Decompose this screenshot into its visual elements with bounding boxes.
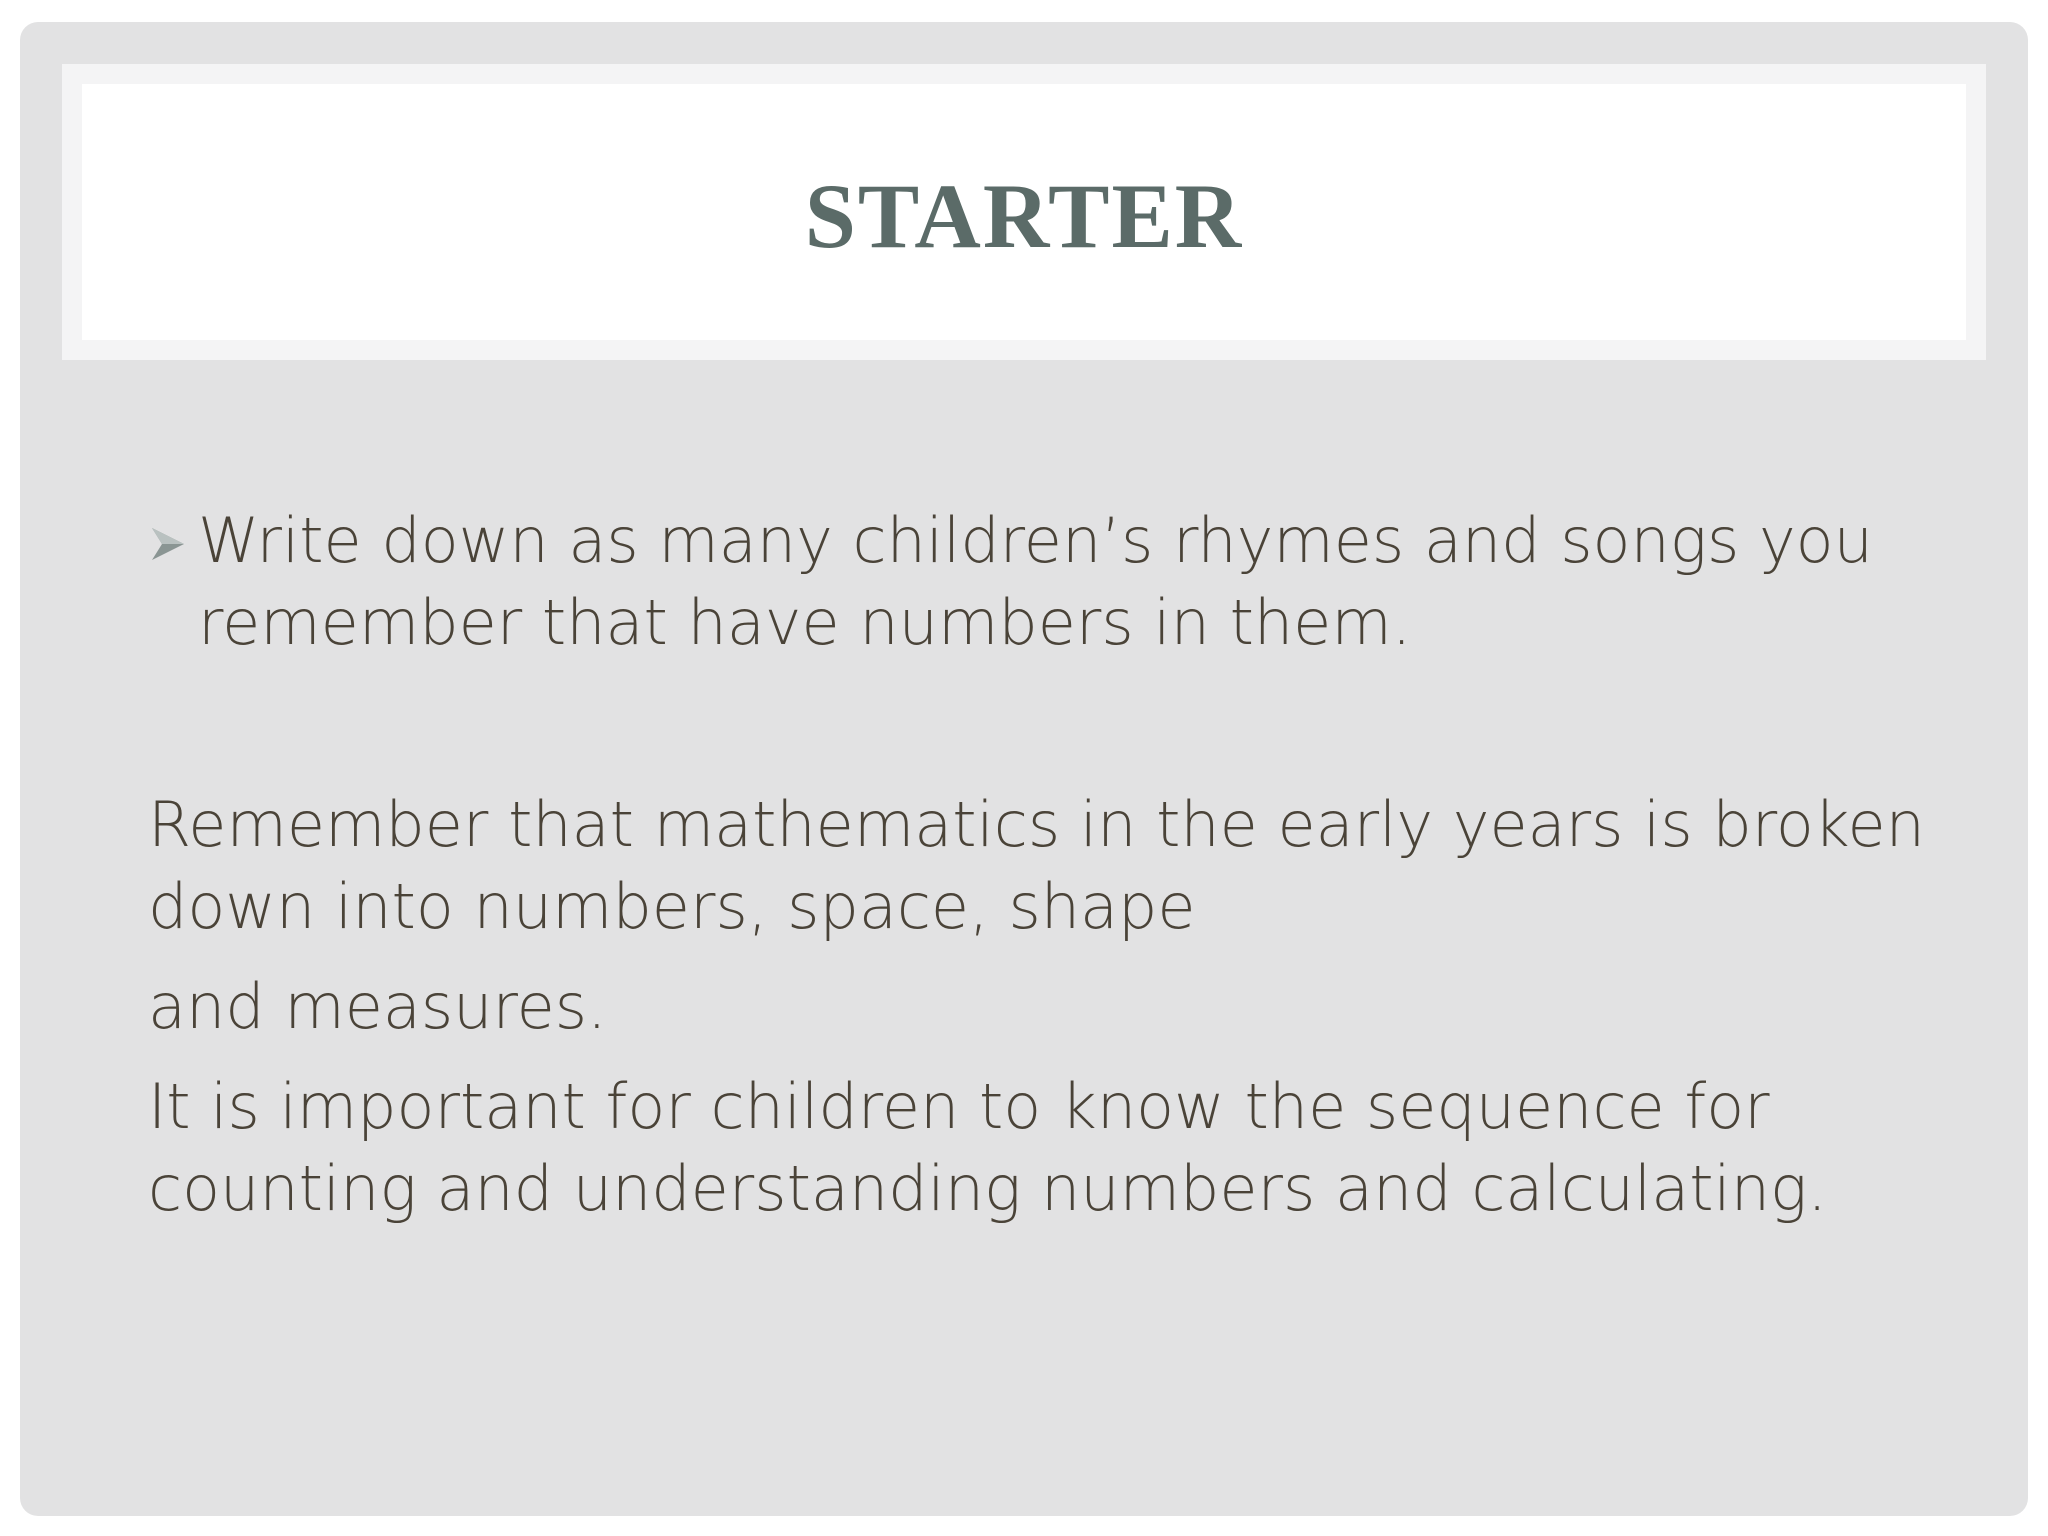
- bullet-item: [148, 500, 1928, 664]
- body-paragraph: and measures.: [148, 970, 607, 1043]
- title-frame: [62, 64, 1986, 360]
- bullet-text: Write down as many children’s rhymes and songs you remember that have numbers in them.: [198, 504, 1873, 659]
- slide-title: STARTER: [804, 165, 1244, 267]
- arrow-bullet-icon: [148, 524, 188, 564]
- body-paragraph: Remember that mathematics in the early years is broken down into numbers, space, shape: [148, 788, 1925, 943]
- slide: [20, 22, 2028, 1516]
- slide-content: [148, 500, 1928, 1230]
- body-paragraph: It is important for children to know the sequence for counting and understanding numbers and calculating.: [148, 1070, 1827, 1225]
- title-box: [82, 84, 1966, 340]
